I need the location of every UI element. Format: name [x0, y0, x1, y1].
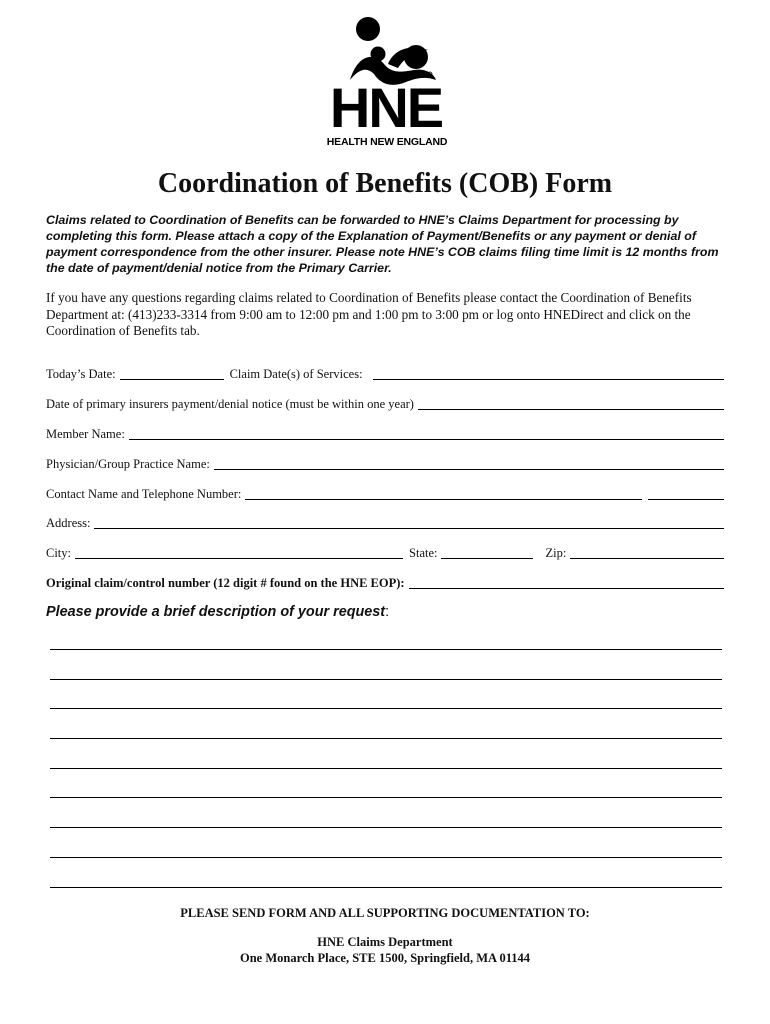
- contact-paragraph: If you have any questions regarding claims related to Coordination of Benefits please contact the Coordination of Benefits Department at: (413)233-3314 from 9:00 am to 12:00 pm and 1:00 pm to 3:00 pm or log onto HNEDirect and click on the Coordination of Benefits tab.: [46, 290, 692, 338]
- row-dates: [46, 366, 724, 382]
- member-name-field[interactable]: [129, 427, 724, 440]
- city-field[interactable]: [75, 546, 403, 559]
- request-line-5[interactable]: [50, 768, 722, 769]
- todays-date-label: Today’s Date:: [46, 367, 116, 381]
- address-label: Address:: [46, 516, 91, 530]
- mailing-address: [0, 934, 770, 966]
- request-line-7[interactable]: [50, 827, 722, 828]
- contact-name-label: Contact Name and Telephone Number:: [46, 487, 242, 501]
- claims-department: HNE Claims Department: [317, 935, 453, 949]
- row-contact: [46, 486, 724, 502]
- state-label: State:: [409, 546, 438, 560]
- zip-label: Zip:: [545, 546, 567, 560]
- contact-name-field[interactable]: [245, 487, 642, 500]
- filing-notice: Claims related to Coordination of Benefits can be forwarded to HNE’s Claims Department for processing by completing this form. Please attach a copy of the Explanation of Payment/Benefits or any payment or denial of payment correspondence from the other insurer. Please note HNE’s COB claims filing time limit is 12 months from the date of payment/denial notice from the Primary Carrier.: [46, 213, 719, 275]
- street-address: One Monarch Place, STE 1500, Springfield, MA 01144: [239, 951, 531, 965]
- row-address: [46, 515, 724, 531]
- row-primary-notice: [46, 396, 724, 412]
- request-description-label: Please provide a brief description of your request:: [46, 604, 390, 620]
- request-line-9[interactable]: [50, 887, 722, 888]
- form-title: Coordination of Benefits (COB) Form: [157, 168, 613, 199]
- member-name-label: Member Name:: [46, 427, 125, 441]
- logo-subtitle: HEALTH NEW ENGLAND: [326, 136, 448, 148]
- primary-notice-date-field[interactable]: [418, 397, 724, 410]
- row-physician: [46, 456, 724, 472]
- address-field[interactable]: [94, 516, 724, 529]
- city-label: City:: [46, 546, 72, 560]
- row-member: [46, 426, 724, 442]
- state-field[interactable]: [441, 546, 533, 559]
- row-city-state-zip: [46, 545, 724, 561]
- logo-wordmark: HNE: [329, 76, 443, 139]
- request-line-2[interactable]: [50, 679, 722, 680]
- physician-field[interactable]: [214, 457, 724, 470]
- telephone-field[interactable]: [648, 487, 724, 500]
- primary-notice-date-label: Date of primary insurers payment/denial notice (must be within one year): [46, 397, 414, 411]
- request-line-3[interactable]: [50, 708, 722, 709]
- claim-dates-label: Claim Date(s) of Services:: [229, 367, 363, 381]
- claim-number-field[interactable]: [409, 576, 724, 589]
- claim-number-label: Original claim/control number (12 digit # found on the HNE EOP):: [46, 576, 405, 590]
- physician-label: Physician/Group Practice Name:: [46, 457, 210, 471]
- zip-field[interactable]: [570, 546, 724, 559]
- request-line-1[interactable]: [50, 649, 722, 650]
- request-line-8[interactable]: [50, 857, 722, 858]
- send-to-heading: PLEASE SEND FORM AND ALL SUPPORTING DOCUMENTATION TO:: [180, 906, 590, 920]
- todays-date-field[interactable]: [120, 367, 224, 380]
- row-claim-number: [46, 575, 724, 591]
- request-line-4[interactable]: [50, 738, 722, 739]
- request-line-6[interactable]: [50, 797, 722, 798]
- claim-dates-field[interactable]: [373, 367, 724, 380]
